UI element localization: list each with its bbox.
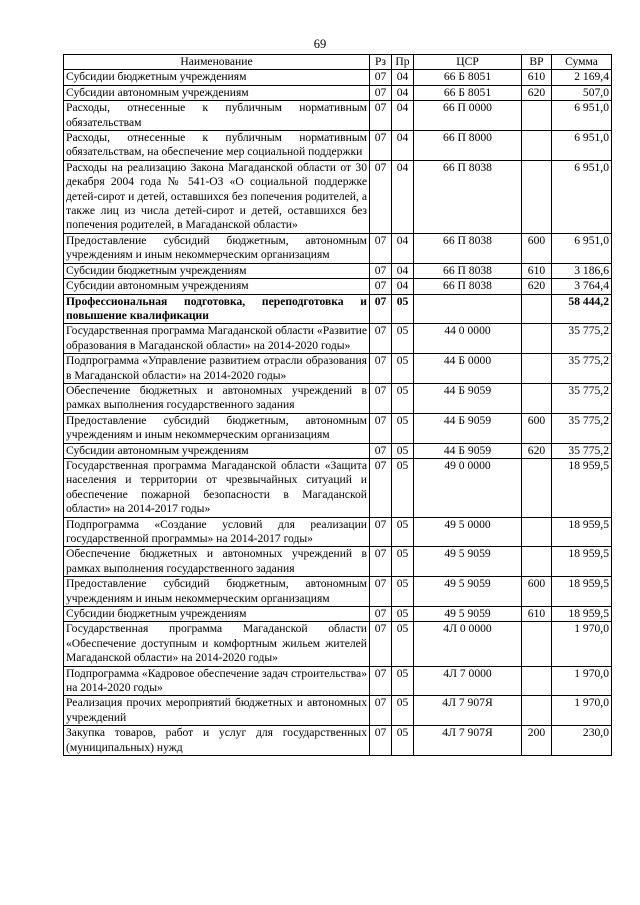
cell-sum: 1 970,0	[552, 622, 612, 666]
cell-name: Подпрограмма «Управление развитием отрасли образования в Магаданской области» на 2014-2020 годы»	[64, 354, 370, 384]
cell-sum: 1 970,0	[552, 696, 612, 726]
cell-rz: 07	[370, 101, 392, 131]
budget-table	[63, 54, 612, 756]
table-row	[64, 354, 612, 384]
cell-sum: 35 775,2	[552, 443, 612, 458]
cell-name: Субсидии автономным учреждениям	[64, 279, 370, 294]
cell-csr	[414, 294, 522, 324]
cell-name: Субсидии бюджетным учреждениям	[64, 70, 370, 85]
cell-csr: 49 5 9059	[414, 607, 522, 622]
cell-csr: 44 Б 0000	[414, 354, 522, 384]
cell-rz: 07	[370, 70, 392, 85]
cell-csr: 66 Б 8051	[414, 85, 522, 100]
cell-pr: 05	[392, 666, 414, 696]
cell-csr: 66 П 8038	[414, 233, 522, 263]
cell-sum: 6 951,0	[552, 101, 612, 131]
cell-vr	[522, 458, 552, 517]
table-row	[64, 458, 612, 517]
cell-sum: 35 775,2	[552, 354, 612, 384]
cell-sum: 230,0	[552, 726, 612, 756]
table-header-row	[64, 55, 612, 70]
cell-csr: 4Л 7 907Я	[414, 696, 522, 726]
cell-rz: 07	[370, 666, 392, 696]
table-row	[64, 443, 612, 458]
cell-name: Подпрограмма «Кадровое обеспечение задач строительства» на 2014-2020 годы»	[64, 666, 370, 696]
column-header-sum: Сумма	[552, 55, 612, 70]
cell-vr: 620	[522, 85, 552, 100]
cell-name: Предоставление субсидий бюджетным, автономным учреждениям и иным некоммерческим организациям	[64, 233, 370, 263]
cell-name: Государственная программа Магаданской области «Защита населения и территории от чрезвычайных ситуаций и обеспечение пожарной безопасности в Магаданской области» на 2014-2017 годы»	[64, 458, 370, 517]
table-row	[64, 131, 612, 161]
cell-rz: 07	[370, 263, 392, 278]
page-number: 69	[313, 37, 327, 51]
cell-sum: 507,0	[552, 85, 612, 100]
cell-rz: 07	[370, 383, 392, 413]
cell-sum: 35 775,2	[552, 413, 612, 443]
cell-vr	[522, 622, 552, 666]
cell-rz: 07	[370, 577, 392, 607]
cell-rz: 07	[370, 458, 392, 517]
table-row	[64, 324, 612, 354]
cell-vr: 600	[522, 577, 552, 607]
table-row	[64, 666, 612, 696]
cell-name: Обеспечение бюджетных и автономных учреждений в рамках выполнения государственного задания	[64, 383, 370, 413]
cell-name: Реализация прочих мероприятий бюджетных и автономных учреждений	[64, 696, 370, 726]
table-row	[64, 607, 612, 622]
cell-vr	[522, 294, 552, 324]
cell-pr: 05	[392, 577, 414, 607]
cell-sum: 18 959,5	[552, 517, 612, 547]
cell-pr: 04	[392, 131, 414, 161]
cell-pr: 05	[392, 354, 414, 384]
cell-vr: 620	[522, 443, 552, 458]
cell-sum: 1 970,0	[552, 666, 612, 696]
table-row	[64, 696, 612, 726]
column-header-rz: Рз	[370, 55, 392, 70]
column-header-csr: ЦСР	[414, 55, 522, 70]
cell-pr: 05	[392, 458, 414, 517]
cell-csr: 49 0 0000	[414, 458, 522, 517]
cell-pr: 05	[392, 383, 414, 413]
table-row	[64, 413, 612, 443]
cell-sum: 6 951,0	[552, 131, 612, 161]
cell-csr: 44 0 0000	[414, 324, 522, 354]
cell-vr	[522, 131, 552, 161]
cell-rz: 07	[370, 294, 392, 324]
table-row	[64, 294, 612, 324]
cell-vr: 200	[522, 726, 552, 756]
cell-vr: 600	[522, 413, 552, 443]
cell-csr: 44 Б 9059	[414, 383, 522, 413]
cell-sum: 18 959,5	[552, 547, 612, 577]
cell-sum: 2 169,4	[552, 70, 612, 85]
table-row	[64, 622, 612, 666]
cell-sum: 35 775,2	[552, 383, 612, 413]
cell-csr: 66 П 8000	[414, 131, 522, 161]
cell-vr	[522, 383, 552, 413]
table-row	[64, 85, 612, 100]
cell-name: Субсидии автономным учреждениям	[64, 443, 370, 458]
cell-csr: 49 5 9059	[414, 577, 522, 607]
cell-sum: 3 764,4	[552, 279, 612, 294]
cell-sum: 3 186,6	[552, 263, 612, 278]
table-row	[64, 233, 612, 263]
cell-rz: 07	[370, 131, 392, 161]
cell-pr: 04	[392, 101, 414, 131]
cell-sum: 6 951,0	[552, 233, 612, 263]
cell-name: Обеспечение бюджетных и автономных учреждений в рамках выполнения государственного задания	[64, 547, 370, 577]
cell-csr: 49 5 9059	[414, 547, 522, 577]
cell-rz: 07	[370, 233, 392, 263]
cell-vr	[522, 160, 552, 233]
cell-csr: 66 П 8038	[414, 263, 522, 278]
cell-vr	[522, 324, 552, 354]
cell-rz: 07	[370, 517, 392, 547]
cell-csr: 4Л 0 0000	[414, 622, 522, 666]
cell-csr: 44 Б 9059	[414, 413, 522, 443]
table-row	[64, 263, 612, 278]
cell-name: Подпрограмма «Создание условий для реализации государственной программы» на 2014-2017 годы»	[64, 517, 370, 547]
cell-name: Предоставление субсидий бюджетным, автономным учреждениям и иным некоммерческим организациям	[64, 413, 370, 443]
cell-rz: 07	[370, 324, 392, 354]
cell-vr: 610	[522, 263, 552, 278]
cell-name: Профессиональная подготовка, переподготовка и повышение квалификации	[64, 294, 370, 324]
cell-pr: 05	[392, 294, 414, 324]
table-row	[64, 577, 612, 607]
cell-pr: 05	[392, 443, 414, 458]
cell-pr: 04	[392, 263, 414, 278]
cell-name: Расходы на реализацию Закона Магаданской области от 30 декабря 2004 года № 541-ОЗ «О социальной поддержке детей-сирот и детей, оставшихся без попечения родителей, а также лиц из числа детей-сирот и детей, оставшихся без попечения родителей, в Магаданской области»	[64, 160, 370, 233]
cell-rz: 07	[370, 354, 392, 384]
cell-name: Субсидии бюджетным учреждениям	[64, 263, 370, 278]
cell-csr: 66 Б 8051	[414, 70, 522, 85]
cell-csr: 44 Б 9059	[414, 443, 522, 458]
cell-name: Субсидии автономным учреждениям	[64, 85, 370, 100]
cell-vr: 600	[522, 233, 552, 263]
cell-name: Закупка товаров, работ и услуг для государственных (муниципальных) нужд	[64, 726, 370, 756]
cell-vr: 610	[522, 607, 552, 622]
cell-name: Государственная программа Магаданской области «Развитие образования в Магаданской области» на 2014-2020 годы»	[64, 324, 370, 354]
cell-pr: 04	[392, 233, 414, 263]
cell-pr: 05	[392, 517, 414, 547]
cell-pr: 05	[392, 607, 414, 622]
cell-pr: 05	[392, 622, 414, 666]
cell-rz: 07	[370, 160, 392, 233]
cell-pr: 04	[392, 85, 414, 100]
cell-rz: 07	[370, 607, 392, 622]
cell-csr: 66 П 8038	[414, 160, 522, 233]
cell-rz: 07	[370, 622, 392, 666]
cell-pr: 04	[392, 160, 414, 233]
cell-csr: 4Л 7 907Я	[414, 726, 522, 756]
column-header-name: Наименование	[64, 55, 370, 70]
cell-csr: 49 5 0000	[414, 517, 522, 547]
cell-name: Субсидии бюджетным учреждениям	[64, 607, 370, 622]
table-row	[64, 517, 612, 547]
cell-vr	[522, 101, 552, 131]
table-row	[64, 70, 612, 85]
cell-rz: 07	[370, 413, 392, 443]
cell-csr: 4Л 7 0000	[414, 666, 522, 696]
cell-name: Расходы, отнесенные к публичным нормативным обязательствам	[64, 101, 370, 131]
column-header-vr: ВР	[522, 55, 552, 70]
cell-name: Государственная программа Магаданской области «Обеспечение доступным и комфортным жильем жителей Магаданской области» на 2014-2020 годы»	[64, 622, 370, 666]
cell-csr: 66 П 0000	[414, 101, 522, 131]
cell-sum: 18 959,5	[552, 607, 612, 622]
cell-name: Предоставление субсидий бюджетным, автономным учреждениям и иным некоммерческим организациям	[64, 577, 370, 607]
cell-vr	[522, 517, 552, 547]
cell-vr	[522, 547, 552, 577]
cell-rz: 07	[370, 85, 392, 100]
cell-name: Расходы, отнесенные к публичным нормативным обязательствам, на обеспечение мер социальной поддержки	[64, 131, 370, 161]
cell-vr: 610	[522, 70, 552, 85]
cell-rz: 07	[370, 726, 392, 756]
cell-sum: 6 951,0	[552, 160, 612, 233]
cell-pr: 05	[392, 547, 414, 577]
table-row	[64, 279, 612, 294]
cell-rz: 07	[370, 443, 392, 458]
cell-sum: 18 959,5	[552, 577, 612, 607]
table-row	[64, 101, 612, 131]
table-row	[64, 547, 612, 577]
cell-rz: 07	[370, 547, 392, 577]
table-row	[64, 726, 612, 756]
cell-vr	[522, 696, 552, 726]
cell-pr: 05	[392, 324, 414, 354]
cell-pr: 04	[392, 70, 414, 85]
cell-pr: 05	[392, 413, 414, 443]
table-row	[64, 160, 612, 233]
cell-vr: 620	[522, 279, 552, 294]
cell-rz: 07	[370, 696, 392, 726]
cell-vr	[522, 354, 552, 384]
cell-pr: 05	[392, 726, 414, 756]
cell-sum: 58 444,2	[552, 294, 612, 324]
cell-vr	[522, 666, 552, 696]
cell-rz: 07	[370, 279, 392, 294]
cell-csr: 66 П 8038	[414, 279, 522, 294]
table-row	[64, 383, 612, 413]
cell-sum: 18 959,5	[552, 458, 612, 517]
cell-pr: 04	[392, 279, 414, 294]
column-header-pr: Пр	[392, 55, 414, 70]
cell-sum: 35 775,2	[552, 324, 612, 354]
cell-pr: 05	[392, 696, 414, 726]
